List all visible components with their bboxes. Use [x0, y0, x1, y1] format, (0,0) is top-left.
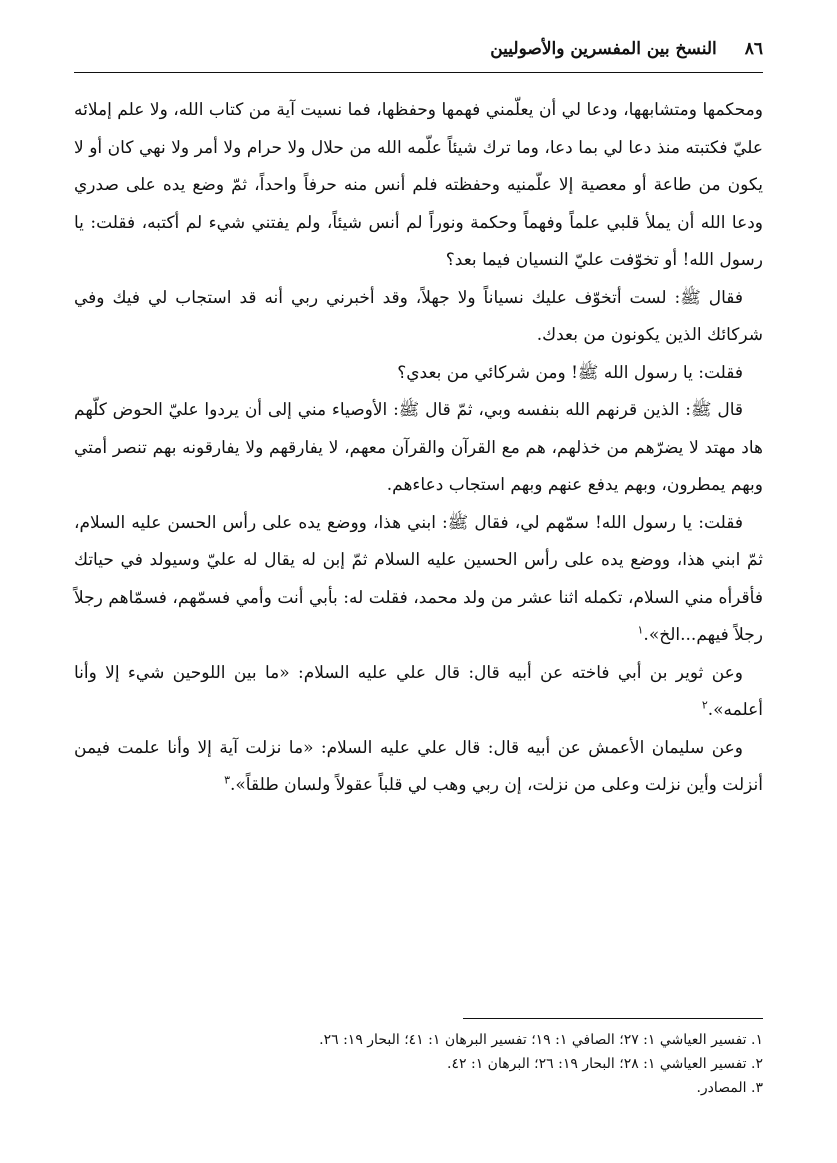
paragraph: فقلت: يا رسول الله! سمّهم لي، فقال ﷺ: ابني هذا، ووضع يده على رأس الحسن عليه السلام، ثمّ ابني هذا، ووضع يده على رأس الحسين عليه السلام ثمّ إبن له يقال له عليّ وسيولد في حياتك فأقرأه مني السلام، تكمله اثنا عشر من ولد محمد، فقلت له: بأبي أنت وأمي فسمّهم، فسمّاهم رجلاً رجلاً فيهم...الخ».$^١$ [74, 512, 763, 645]
footnote-ref: ١ [637, 623, 644, 637]
footnote: ٣. المصادر. [696, 1080, 763, 1096]
paragraph: فقال ﷺ: لست أتخوّف عليك نسياناً ولا جهلاً، وقد أخبرني ربي أنه قد استجاب لي فيك وفي شركائك الذين يكونون من بعدك. [74, 287, 763, 345]
page-number: ٨٦ [744, 39, 763, 59]
header-rule [74, 72, 763, 73]
footnote: ٢. تفسير العياشي ١: ٢٨؛ البحار ١٩: ٢٦؛ البرهان ١: ٤٢. [447, 1056, 763, 1072]
page-header [74, 32, 763, 66]
paragraph: فقلت: يا رسول الله ﷺ! ومن شركائي من بعدي؟ [397, 362, 743, 383]
footnotes [74, 1028, 763, 1100]
footnote: ١. تفسير العياشي ١: ٢٧؛ الصافي ١: ١٩؛ تفسير البرهان ١: ٤١؛ البحار ١٩: ٢٦. [319, 1032, 763, 1048]
paragraph: وعن سليمان الأعمش عن أبيه قال: قال علي عليه السلام: «ما نزلت آية إلا وأنا علمت فيمن أنزلت وأين نزلت وعلى من نزلت، إن ربي وهب لي قلباً عقولاً ولسان طلقاً».$^٣$ [74, 737, 763, 795]
body-text [74, 92, 763, 805]
paragraph: قال ﷺ: الذين قرنهم الله بنفسه وبي، ثمّ قال ﷺ: الأوصياء مني إلى أن يردوا عليّ الحوض كلّهم هاد مهتد لا يضرّهم من خذلهم، هم مع القرآن والقرآن معهم، لا يفارقهم ولا يفارقونه بهم تنصر أمتي وبهم يمطرون، وبهم يدفع عنهم وبهم استجاب دعاءهم. [74, 400, 763, 495]
footnote-rule [463, 1018, 763, 1019]
footnote-ref: ٢ [701, 698, 708, 712]
paragraph: ومحكمها ومتشابهها، ودعا لي أن يعلّمني فهمها وحفظها، فما نسيت آية من كتاب الله، ولا علم إملائه عليّ فكتبته منذ دعا لي بما دعا، وما ترك شيئاً علّمه الله من حلال ولا حرام ولا أمر ولا نهي كان أو لا يكون من طاعة أو معصية إلا علّمنيه وحفظته فلم أنس منه حرفاً واحداً، ثمّ وضع يده على صدري ودعا الله أن يملأ قلبي علماً وفهماً وحكمة ونوراً لم أنس شيئاً، ولم يفتني شيء لم أكتبه، فقلت: يا رسول الله! أو تخوّفت عليّ النسيان فيما بعد؟ [74, 100, 763, 270]
footnote-ref: ٣ [224, 773, 230, 787]
paragraph: وعن ثوير بن أبي فاخته عن أبيه قال: قال علي عليه السلام: «ما بين اللوحين شيء إلا وأنا أعلمه».$^٢$ [74, 662, 763, 720]
running-title: النسخ بين المفسرين والأصوليين [490, 39, 717, 59]
